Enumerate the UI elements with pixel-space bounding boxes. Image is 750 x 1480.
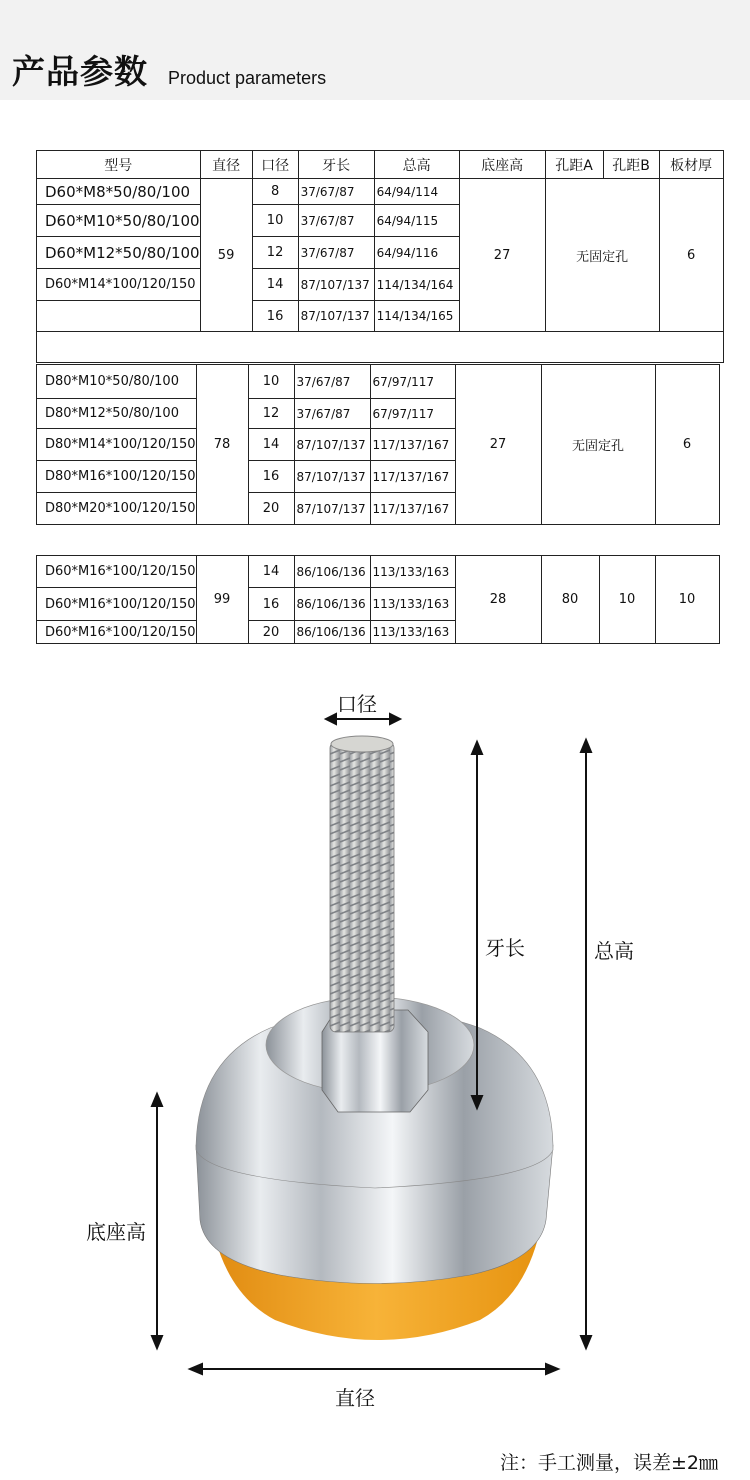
thread-cell: 37/67/87 (294, 399, 370, 429)
col-header-model: 型号 (37, 151, 201, 179)
bore-cell: 10 (252, 205, 298, 237)
model-cell: D80*M16*100/120/150 (37, 461, 197, 493)
total-cell: 64/94/114 (374, 179, 459, 205)
page-title-cn: 产品参数 (12, 52, 148, 91)
thread-cell: 37/67/87 (294, 365, 370, 399)
bore-cell: 12 (248, 399, 294, 429)
page-title-en: Product parameters (168, 68, 327, 88)
bore-cell: 20 (248, 493, 294, 525)
thread-length-label: 牙长 (485, 936, 525, 960)
header-band (0, 0, 750, 100)
diameter-cell: 59 (200, 179, 252, 332)
table-row (37, 556, 720, 588)
base-height-cell: 27 (455, 365, 541, 525)
total-cell: 113/133/163 (370, 556, 455, 588)
diameter-cell: 78 (196, 365, 248, 525)
model-cell: D60*M12*50/80/100 (37, 237, 201, 269)
table-header-row (37, 151, 724, 179)
measurement-note: 注：手工测量，误差±2㎜ (499, 1452, 718, 1474)
total-cell: 113/133/163 (370, 588, 455, 621)
spacer-cell (37, 332, 724, 363)
base-height-cell: 28 (455, 556, 541, 644)
thread-cell: 86/106/136 (294, 621, 370, 644)
total-cell: 117/137/167 (370, 461, 455, 493)
diameter-cell: 99 (196, 556, 248, 644)
model-cell: D60*M10*50/80/100 (37, 205, 201, 237)
product-diagram (0, 660, 750, 1420)
hole-b-cell: 10 (599, 556, 655, 644)
hole-a-cell: 80 (541, 556, 599, 644)
bore-cell: 16 (252, 301, 298, 332)
col-header-hole-b: 孔距B (603, 151, 659, 179)
total-cell: 117/137/167 (370, 493, 455, 525)
thread-cell: 87/107/137 (294, 461, 370, 493)
leveling-foot-illustration (0, 660, 750, 1420)
bore-cell: 16 (248, 588, 294, 621)
model-cell: D80*M12*50/80/100 (37, 399, 197, 429)
bore-cell: 16 (248, 461, 294, 493)
col-header-hole-a: 孔距A (545, 151, 603, 179)
bore-cell: 20 (248, 621, 294, 644)
model-cell: D60*M16*100/120/150 (37, 556, 197, 588)
diameter-label: 直径 (335, 1386, 375, 1410)
bore-cell: 8 (252, 179, 298, 205)
table-row (37, 179, 724, 205)
table-row (37, 365, 720, 399)
total-cell: 114/134/164 (374, 269, 459, 301)
model-cell: D60*M16*100/120/150 (37, 588, 197, 621)
col-header-bore: 口径 (252, 151, 298, 179)
total-cell: 67/97/117 (370, 399, 455, 429)
model-cell: D60*M14*100/120/150 (37, 269, 201, 301)
plate-cell: 6 (659, 179, 723, 332)
total-cell: 64/94/116 (374, 237, 459, 269)
plate-cell: 6 (655, 365, 719, 525)
total-cell: 64/94/115 (374, 205, 459, 237)
threaded-bolt (330, 742, 394, 1032)
bore-cell: 14 (248, 556, 294, 588)
bore-cell: 14 (252, 269, 298, 301)
total-cell: 114/134/165 (374, 301, 459, 332)
model-cell (37, 301, 201, 332)
thread-cell: 37/67/87 (298, 179, 374, 205)
col-header-diameter: 直径 (200, 151, 252, 179)
total-height-label: 总高 (594, 939, 634, 963)
total-cell: 67/97/117 (370, 365, 455, 399)
spec-table-d99 (36, 555, 720, 644)
thread-cell: 87/107/137 (294, 493, 370, 525)
bore-cell: 10 (248, 365, 294, 399)
thread-cell: 37/67/87 (298, 205, 374, 237)
model-cell: D60*M8*50/80/100 (37, 179, 201, 205)
thread-cell: 87/107/137 (298, 269, 374, 301)
model-cell: D80*M20*100/120/150 (37, 493, 197, 525)
spec-table-d80 (36, 364, 720, 525)
bore-cell: 12 (252, 237, 298, 269)
col-header-total: 总高 (374, 151, 459, 179)
total-cell: 113/133/163 (370, 621, 455, 644)
total-cell: 117/137/167 (370, 429, 455, 461)
thread-cell: 86/106/136 (294, 556, 370, 588)
thread-cell: 87/107/137 (294, 429, 370, 461)
bore-label: 口径 (337, 692, 377, 716)
model-cell: D80*M10*50/80/100 (37, 365, 197, 399)
model-cell: D60*M16*100/120/150 (37, 621, 197, 644)
bolt-top (331, 736, 393, 752)
base-height-label: 底座高 (86, 1220, 146, 1244)
col-header-base: 底座高 (459, 151, 545, 179)
bore-cell: 14 (248, 429, 294, 461)
thread-cell: 86/106/136 (294, 588, 370, 621)
hole-cell: 无固定孔 (545, 179, 659, 332)
thread-cell: 87/107/137 (298, 301, 374, 332)
col-header-thread: 牙长 (298, 151, 374, 179)
hole-cell: 无固定孔 (541, 365, 655, 525)
spec-table-d60 (36, 150, 724, 363)
model-cell: D80*M14*100/120/150 (37, 429, 197, 461)
col-header-plate: 板材厚 (659, 151, 723, 179)
base-height-cell: 27 (459, 179, 545, 332)
table-spacer-row (37, 332, 724, 363)
plate-cell: 10 (655, 556, 719, 644)
thread-cell: 37/67/87 (298, 237, 374, 269)
